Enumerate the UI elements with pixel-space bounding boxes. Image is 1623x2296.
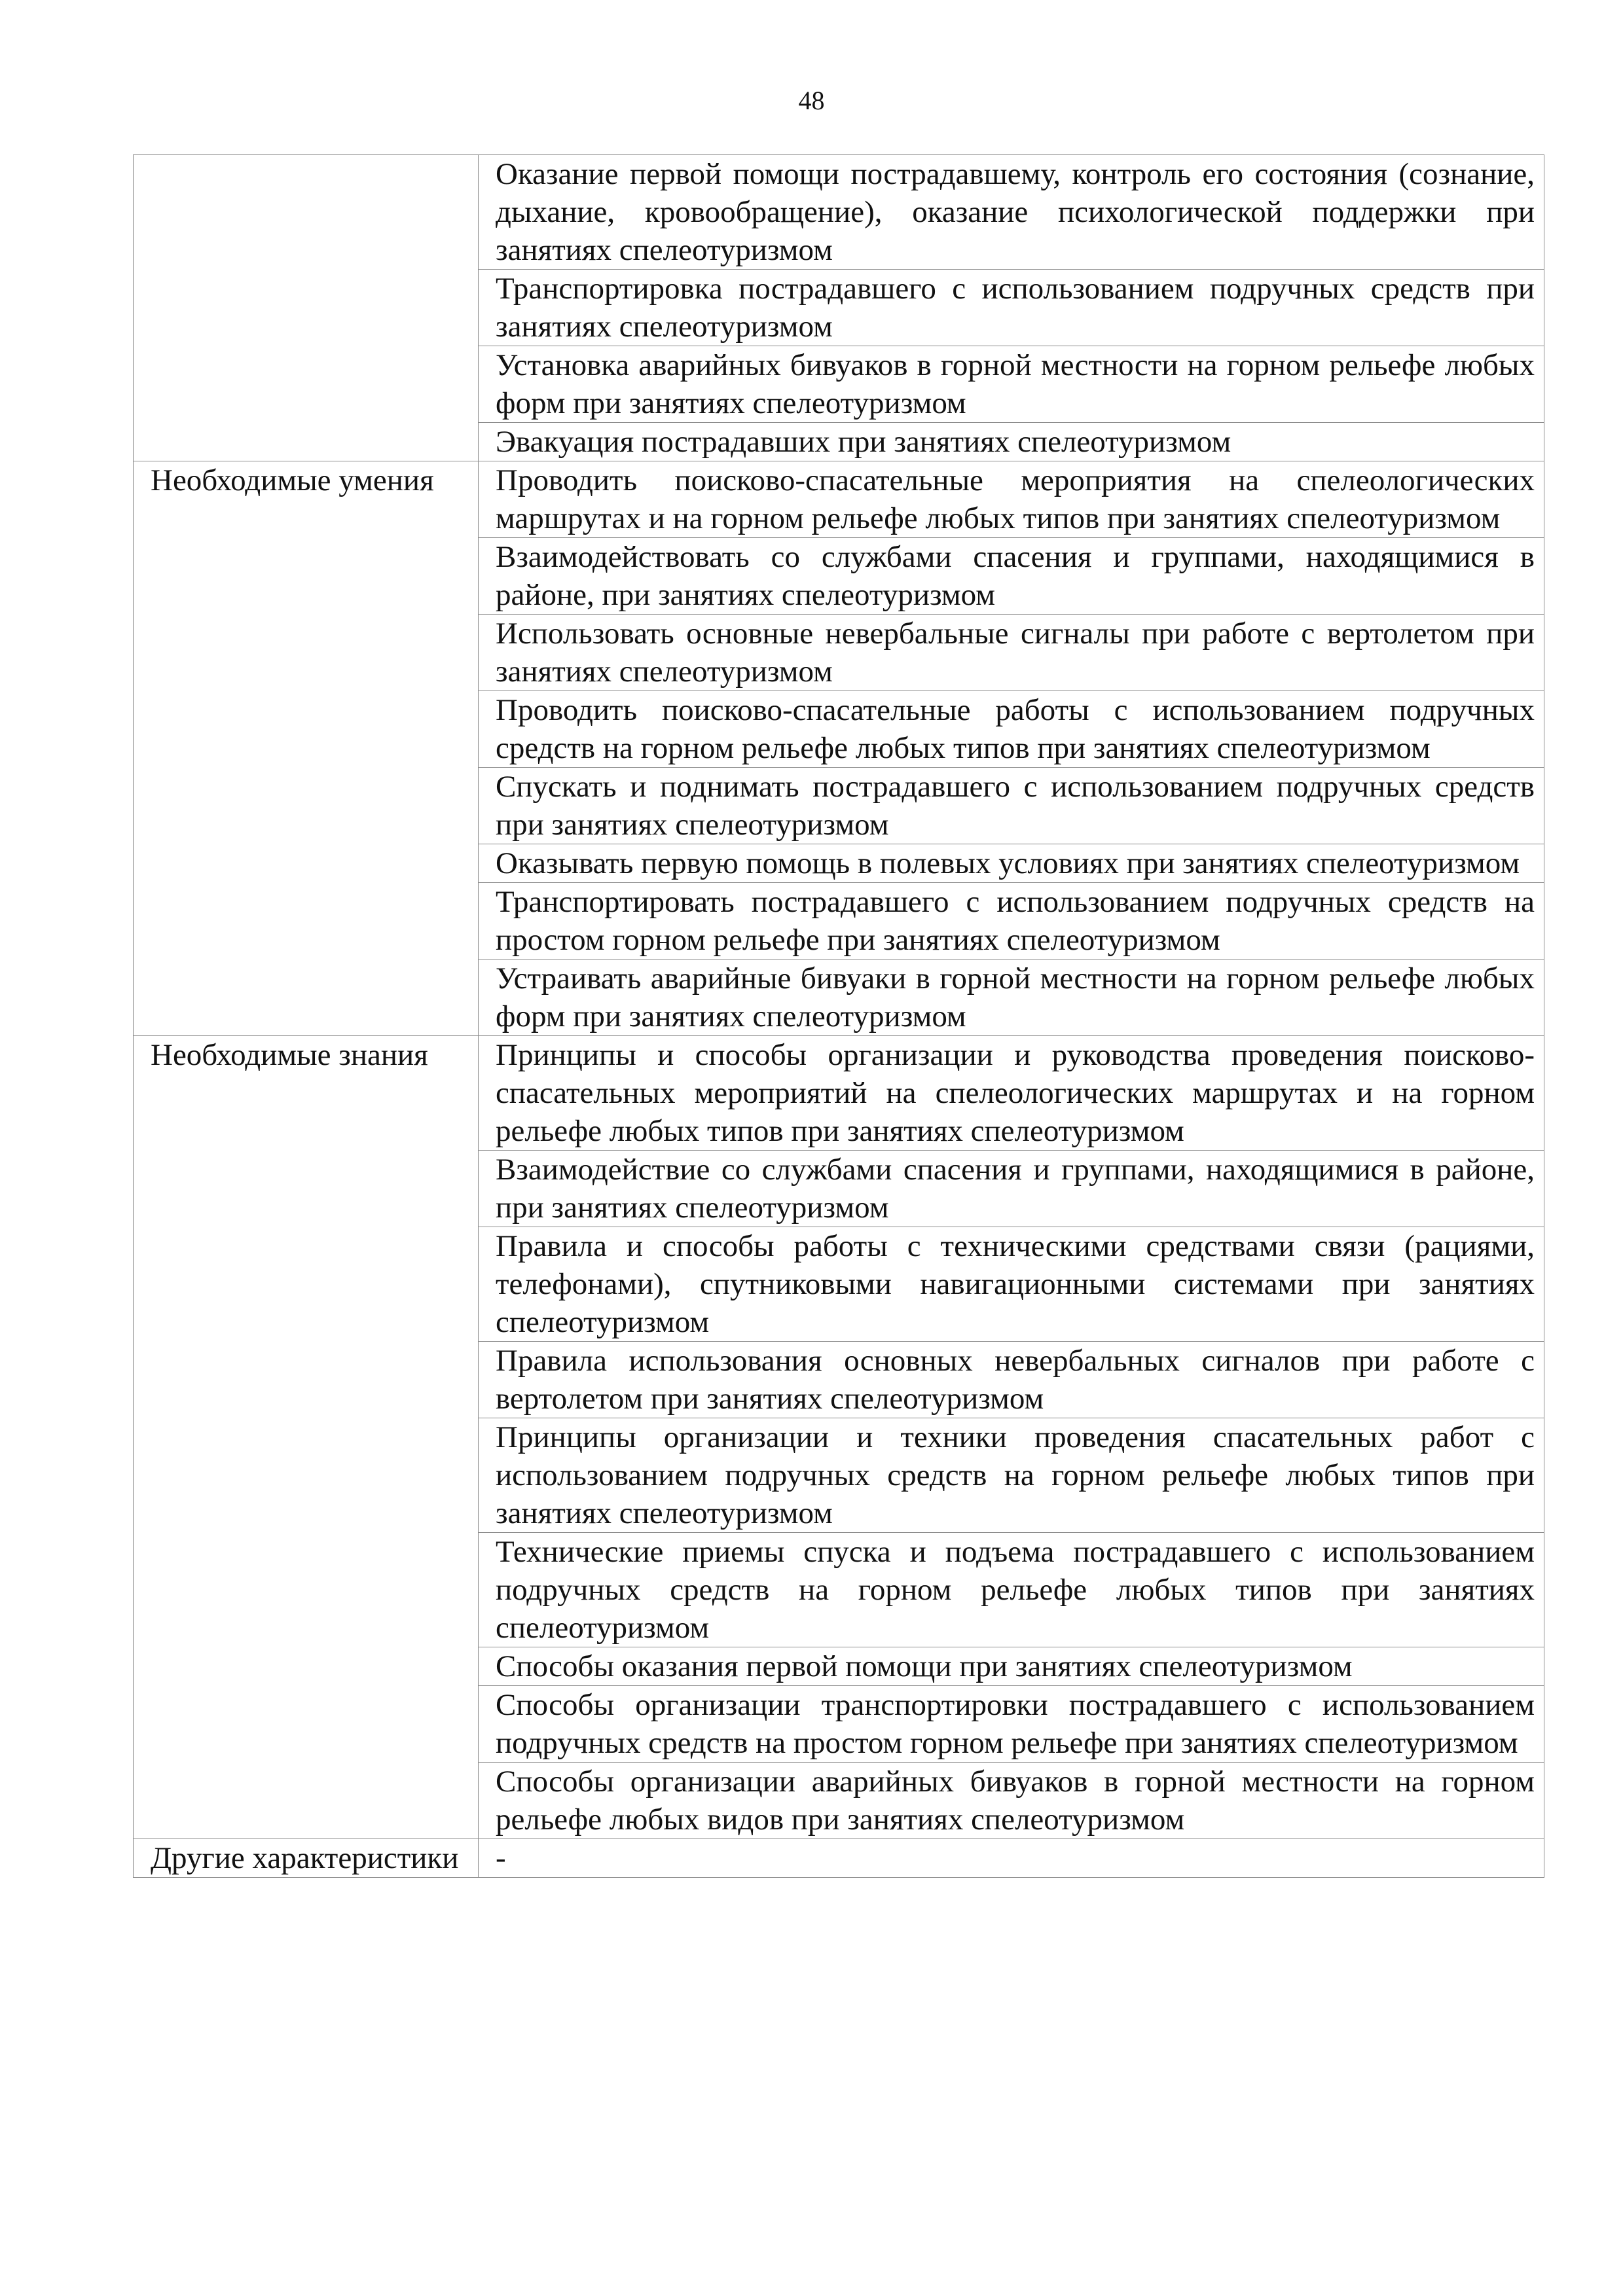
requirement-cell: Использовать основные невербальные сигналы при работе с вертолетом при занятиях спелеотуризмом [479, 615, 1544, 691]
table-row [134, 1839, 1544, 1878]
requirement-cell: Способы организации транспортировки пострадавшего с использованием подручных средств на простом горном рельефе при занятиях спелеотуризмом [479, 1686, 1544, 1763]
requirement-cell: Правила использования основных невербальных сигналов при работе с вертолетом при занятиях спелеотуризмом [479, 1342, 1544, 1418]
requirement-cell: Проводить поисково-спасательные мероприятия на спелеологических маршрутах и на горном рельефе любых типов при занятиях спелеотуризмом [479, 461, 1544, 538]
requirement-cell: Способы оказания первой помощи при занятиях спелеотуризмом [479, 1647, 1544, 1686]
requirement-cell: Проводить поисково-спасательные работы с использованием подручных средств на горном рельефе любых типов при занятиях спелеотуризмом [479, 691, 1544, 768]
table-row [134, 155, 1544, 270]
requirement-cell: Правила и способы работы с техническими средствами связи (рациями, телефонами), спутниковыми навигационными системами при занятиях спелеотуризмом [479, 1227, 1544, 1342]
requirement-cell: Спускать и поднимать пострадавшего с использованием подручных средств при занятиях спелеотуризмом [479, 768, 1544, 844]
requirement-cell: Взаимодействие со службами спасения и группами, находящимися в районе, при занятиях спелеотуризмом [479, 1151, 1544, 1227]
requirement-cell: Принципы и способы организации и руководства проведения поисково-спасательных мероприятий на спелеологических маршрутах и на горном рельефе любых типов при занятиях спелеотуризмом [479, 1036, 1544, 1151]
requirement-cell: Способы организации аварийных бивуаков в горной местности на горном рельефе любых видов при занятиях спелеотуризмом [479, 1763, 1544, 1839]
requirement-cell: Транспортировка пострадавшего с использованием подручных средств при занятиях спелеотуризмом [479, 270, 1544, 346]
requirement-cell: Принципы организации и техники проведения спасательных работ с использованием подручных средств на горном рельефе любых типов при занятиях спелеотуризмом [479, 1418, 1544, 1533]
requirement-cell: Эвакуация пострадавших при занятиях спелеотуризмом [479, 423, 1544, 461]
section-label-cell: Необходимые умения [134, 461, 479, 1036]
table-row [134, 1036, 1544, 1151]
requirement-cell: - [479, 1839, 1544, 1878]
requirement-cell: Установка аварийных бивуаков в горной местности на горном рельефе любых форм при занятиях спелеотуризмом [479, 346, 1544, 423]
requirement-cell: Оказание первой помощи пострадавшему, контроль его состояния (сознание, дыхание, кровообращение), оказание психологической поддержки при занятиях спелеотуризмом [479, 155, 1544, 270]
requirements-table [133, 154, 1544, 1878]
section-label-cell [134, 155, 479, 461]
requirement-cell: Технические приемы спуска и подъема пострадавшего с использованием подручных средств на горном рельефе любых типов при занятиях спелеотуризмом [479, 1533, 1544, 1647]
section-label-cell: Необходимые знания [134, 1036, 479, 1839]
requirement-cell: Взаимодействовать со службами спасения и группами, находящимися в районе, при занятиях спелеотуризмом [479, 538, 1544, 615]
requirement-cell: Транспортировать пострадавшего с использованием подручных средств на простом горном рельефе при занятиях спелеотуризмом [479, 883, 1544, 960]
requirement-cell: Оказывать первую помощь в полевых условиях при занятиях спелеотуризмом [479, 844, 1544, 883]
requirement-cell: Устраивать аварийные бивуаки в горной местности на горном рельефе любых форм при занятиях спелеотуризмом [479, 960, 1544, 1036]
section-label-cell: Другие характеристики [134, 1839, 479, 1878]
table-row [134, 461, 1544, 538]
page-number: 48 [798, 86, 825, 115]
